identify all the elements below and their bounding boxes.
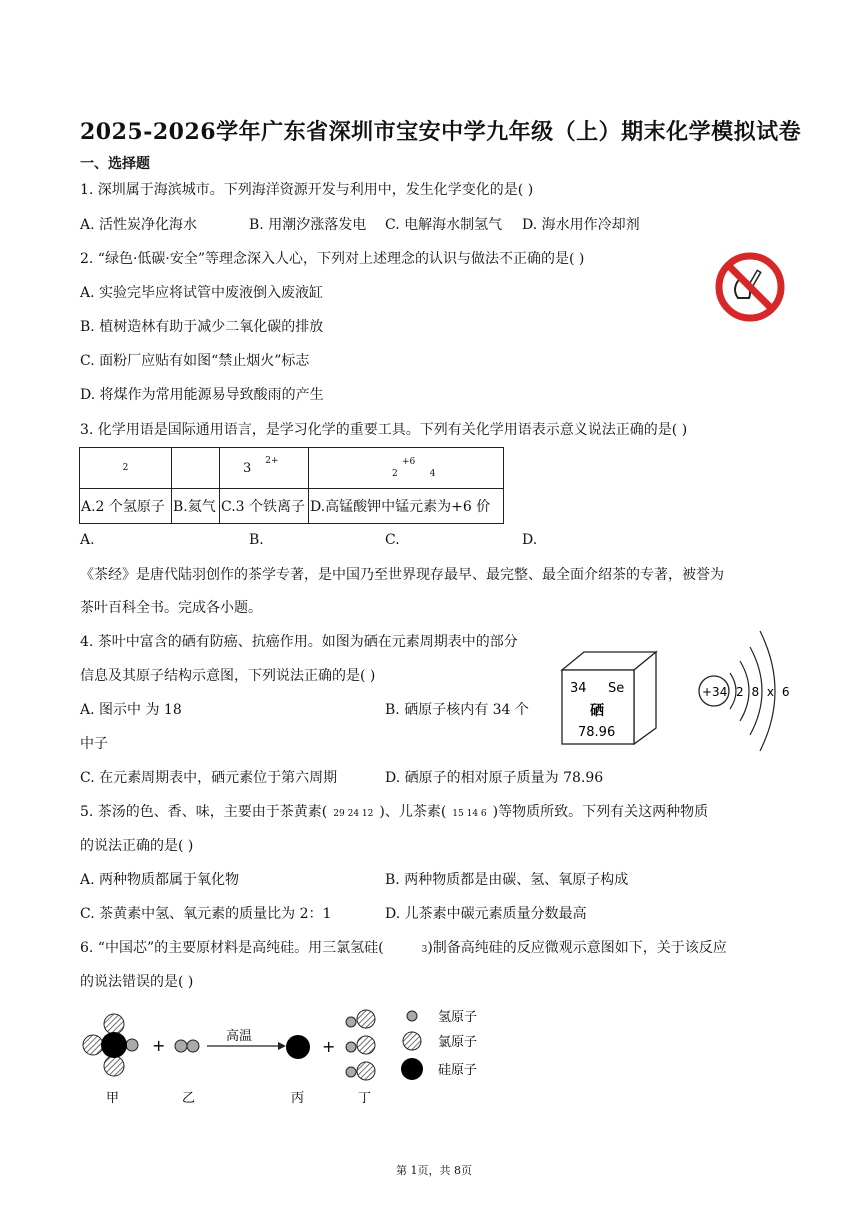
plus-sign-2: + [322,1037,336,1056]
label-ding: 丁 [358,1091,372,1106]
q6-stem [80,938,727,960]
q3-cell-b: B.氦气 [172,489,220,524]
q2-option-c[interactable]: C. 面粉厂应贴有如图“禁止烟火”标志 [80,353,310,369]
periodic-table-cell-diagram [558,648,662,748]
q6-formula-subscript: 3 [421,945,428,955]
q4-option-c[interactable]: C. 在元素周期表中，硒元素位于第六周期 [80,770,338,786]
q1-option-d[interactable]: D. 海水用作冷却剂 [522,217,640,233]
legend-chlorine: 氯原子 [438,1035,478,1050]
legend-silicon: 硅原子 [438,1063,478,1078]
passage-line-1: 《茶经》是唐代陆羽创作的茶学专著，是中国乃至世界现存最早、最完整、最全面介绍茶的专著，被誉为 [80,567,724,583]
q5-formula-subscripts-1: 29 24 12 [333,809,374,819]
molecule-ding [346,1010,375,1080]
q5-stem-line-2: 的说法正确的是( ) [80,838,194,854]
q3-stem: 3. 化学用语是国际通用语言，是学习化学的重要工具。下列有关化学用语表示意义说法正确的是( ) [80,422,688,438]
q3-option-d[interactable]: D. [522,532,538,548]
page-title: 2025-2026学年广东省深圳市宝安中学九年级（上）期末化学模拟试卷 [80,119,802,145]
label-yi: 乙 [182,1091,196,1106]
no-fire-icon [712,250,788,324]
q3-cell-a-symbol: 2 [80,448,172,489]
element-symbol: Se [608,681,625,696]
molecule-bing [286,1035,310,1059]
q3-cell-a: A.2 个氢原子 [80,489,172,524]
q2-option-d[interactable]: D. 将煤作为常用能源易导致酸雨的产生 [80,387,324,403]
q3-option-c[interactable]: C. [385,532,400,548]
q5-option-b[interactable]: B. 两种物质都是由碳、氢、氧原子构成 [385,872,629,888]
q5-option-c[interactable]: C. 茶黄素中氢、氧元素的质量比为 2：1 [80,906,332,922]
q6-stem-part-1: 6. “中国芯”的主要原材料是高纯硅。用三氯氢硅( [80,940,384,956]
q4-stem-line-1: 4. 茶叶中富含的硒有防癌、抗癌作用。如图为硒在元素周期表中的部分 [80,634,518,650]
q5-stem-part-1: 5. 茶汤的色、香、味，主要由于茶黄素( [80,804,328,820]
molecule-yi [175,1040,199,1052]
q5-option-a[interactable]: A. 两种物质都属于氧化物 [80,872,240,888]
q3-option-a[interactable]: A. [80,532,95,548]
page-footer: 第 1页，共 8页 [396,1164,472,1177]
q5-stem-part-3: )等物质所致。下列有关这两种物质 [492,804,709,820]
q3-cell-c: C.3 个铁离子 [220,489,309,524]
q2-stem: 2. “绿色·低碳·安全”等理念深入人心，下列对上述理念的认识与做法不正确的是( ) [80,251,585,267]
q3-cell-d: D.高锰酸钾中锰元素为+6 价 [309,489,504,524]
nucleus-charge: +34 [702,685,728,699]
legend-hydrogen-swatch [407,1011,417,1021]
q3-table [79,447,504,524]
section-heading: 一、选择题 [80,156,150,172]
q1-stem: 1. 深圳属于海滨城市。下列海洋资源开发与利用中，发生化学变化的是( ) [80,182,534,198]
reaction-micro-diagram [78,1004,498,1109]
q4-option-b-cont: 中子 [80,736,108,752]
label-jia: 甲 [106,1091,120,1106]
q3-cell-d-symbol: +6 2 4 [309,448,504,489]
label-bing: 丙 [291,1091,305,1106]
reaction-condition: 高温 [226,1029,253,1044]
atomic-number: 34 [570,681,587,696]
q5-stem-part-2: )、儿茶素( [379,804,447,820]
q3-cell-b-symbol [172,448,220,489]
q5-stem [80,802,708,824]
q4-option-b[interactable]: B. 硒原子核内有 34 个 [385,702,529,718]
passage-line-2: 茶叶百科全书。完成各小题。 [80,600,262,616]
legend-chlorine-swatch [403,1032,421,1050]
electron-shells: 2 8 x 6 [736,685,792,699]
legend-silicon-swatch [401,1058,423,1080]
q4-stem-line-2: 信息及其原子结构示意图，下列说法正确的是( ) [80,668,376,684]
q2-option-b[interactable]: B. 植树造林有助于减少二氧化碳的排放 [80,319,324,335]
q5-option-d[interactable]: D. 儿茶素中碳元素质量分数最高 [385,906,587,922]
q1-option-b[interactable]: B. 用潮汐涨落发电 [249,217,367,233]
selenium-atom-structure-diagram [694,625,794,755]
q1-option-a[interactable]: A. 活性炭净化海水 [80,217,198,233]
q4-option-d[interactable]: D. 硒原子的相对原子质量为 78.96 [385,770,604,786]
atomic-mass: 78.96 [578,725,616,740]
q2-option-a[interactable]: A. 实验完毕应将试管中废液倒入废液缸 [80,285,324,301]
molecule-jia [83,1014,138,1076]
q3-cell-c-symbol: 3 2+ [220,448,309,489]
q5-formula-subscripts-2: 15 14 6 [452,809,487,819]
q3-option-b[interactable]: B. [249,532,264,548]
legend-hydrogen: 氢原子 [438,1010,478,1025]
element-name: 硒 [590,703,604,719]
q1-option-c[interactable]: C. 电解海水制氢气 [385,217,503,233]
plus-sign-1: + [152,1036,166,1055]
q4-option-a[interactable]: A. 图示中 为 18 [80,702,182,718]
q6-stem-part-2: )制备高纯硅的反应微观示意图如下，关于该反应 [427,940,727,956]
q6-stem-line-2: 的说法错误的是( ) [80,974,194,990]
